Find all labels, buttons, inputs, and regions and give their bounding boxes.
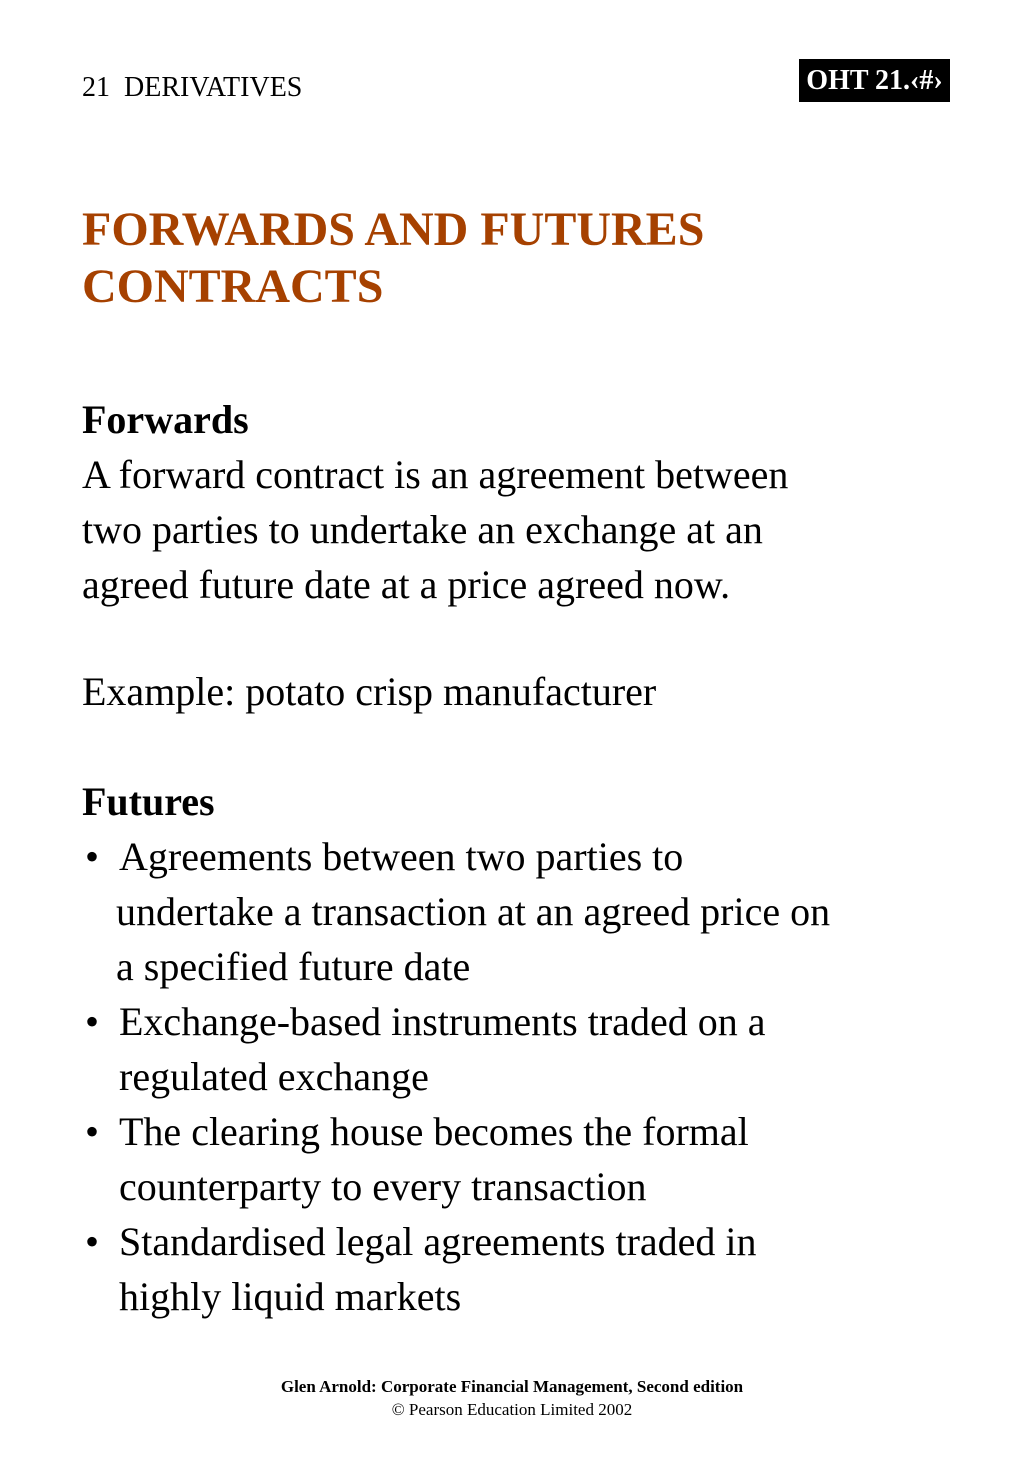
bullet-line: Standardised legal agreements traded in: [119, 1219, 757, 1264]
bullet-text: [119, 1104, 952, 1214]
footer-copyright: © Pearson Education Limited 2002: [391, 1400, 633, 1419]
bullet-text: [116, 829, 952, 994]
bullet-icon: •: [85, 834, 100, 879]
bullet-icon: •: [85, 1109, 100, 1154]
bullet-icon: •: [85, 999, 100, 1044]
bullet-line: undertake a transaction at an agreed price on: [116, 889, 831, 934]
bullet-text: [119, 1214, 952, 1324]
bullet-icon: •: [85, 1219, 100, 1264]
bullet-line: Agreements between two parties to: [119, 834, 684, 879]
title-line: CONTRACTS: [82, 260, 384, 313]
bullet-line: regulated exchange: [119, 1054, 429, 1099]
bullet-line: highly liquid markets: [119, 1274, 462, 1319]
page-title: [82, 201, 942, 315]
slide-number-badge: OHT 21.‹#›: [799, 59, 950, 102]
example-text: Example: potato crisp manufacturer: [82, 669, 657, 714]
example-paragraph: [82, 664, 952, 719]
forwards-section: [82, 392, 952, 612]
bullet-text: [119, 994, 952, 1104]
footer-citation: Glen Arnold: Corporate Financial Management, Second edition: [280, 1377, 744, 1396]
list-item: [82, 1214, 952, 1324]
bullet-line: The clearing house becomes the formal: [119, 1109, 749, 1154]
bullet-line: a specified future date: [116, 944, 471, 989]
list-item: [82, 994, 952, 1104]
forwards-definition-line: two parties to undertake an exchange at an: [82, 507, 763, 552]
forwards-heading: Forwards: [82, 397, 249, 442]
futures-heading: Futures: [82, 779, 215, 824]
chapter-header: 21 DERIVATIVES: [82, 72, 303, 103]
futures-bullet-list: [82, 829, 952, 1324]
list-item: [82, 829, 952, 994]
list-item: [82, 1104, 952, 1214]
bullet-line: counterparty to every transaction: [119, 1164, 647, 1209]
forwards-definition-line: A forward contract is an agreement between: [82, 452, 789, 497]
forwards-definition-line: agreed future date at a price agreed now.: [82, 562, 731, 607]
futures-section: [82, 774, 952, 829]
title-line: FORWARDS AND FUTURES: [82, 203, 705, 256]
bullet-line: Exchange-based instruments traded on a: [119, 999, 766, 1044]
